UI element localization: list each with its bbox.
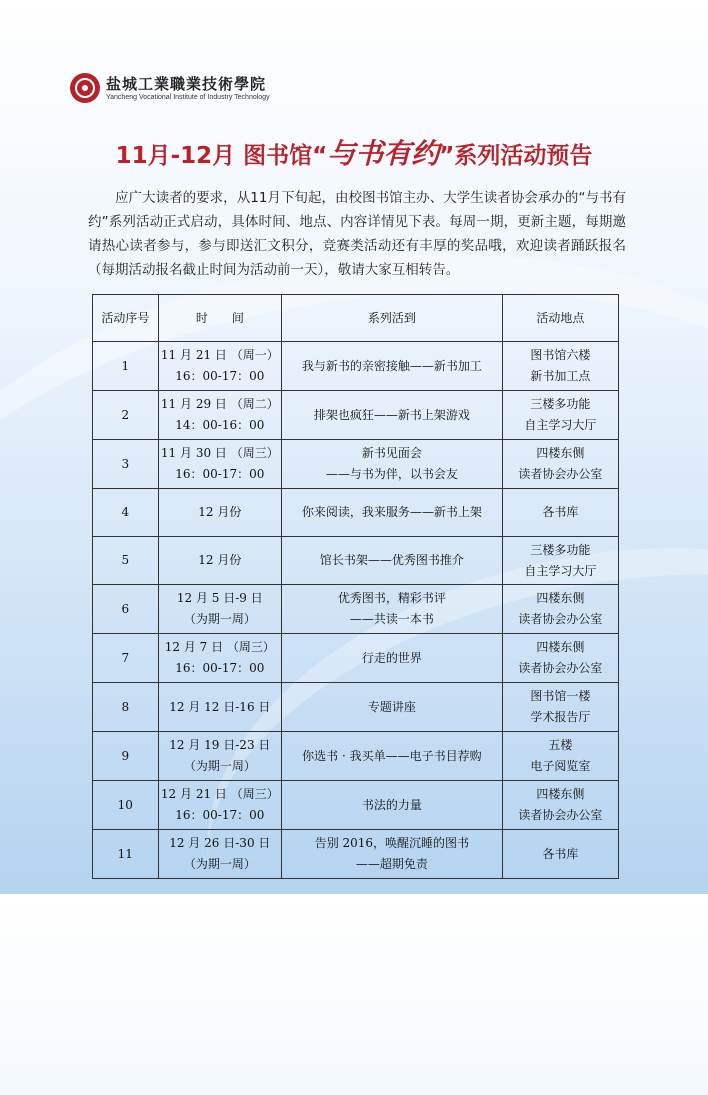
- cell-location-text: 五楼: [548, 738, 573, 752]
- cell-time: [158, 683, 281, 732]
- cell-location-text: 图书馆一楼: [530, 689, 591, 703]
- cell-activity: [282, 732, 503, 781]
- cell-location: [502, 440, 618, 489]
- cell-time-text: 16：00-17：00: [175, 467, 265, 481]
- cell-activity-text: 书法的力量: [361, 797, 422, 812]
- table-row: [93, 489, 619, 537]
- cell-location-text: 新书加工点: [530, 369, 591, 383]
- cell-time-text: 12 月 21 日 （周三）: [160, 787, 279, 801]
- cell-number-text: 3: [121, 456, 130, 471]
- cell-time-text: 12 月 5 日-9 日: [176, 591, 263, 605]
- title-suffix: ”系列活动预告: [439, 143, 593, 169]
- intro-paragraph: 应广大读者的要求，从11月下旬起，由校图书馆主办、大学生读者协会承办的“与书有约”系列活动正式启动，具体时间、地点、内容详情见下表。每周一期，更新主题，每期邀请热心读者参与，参与即送汇文积分，竞赛类活动还有丰厚的奖品哦，欢迎读者踊跃报名（每期活动报名截止时间为活动前一天），敬请大家互相转告。: [88, 190, 626, 278]
- cell-activity-text: 新书见面会: [361, 446, 422, 460]
- cell-time-text: 12 月份: [198, 505, 242, 519]
- table-row: [93, 683, 619, 732]
- activity-schedule-table: [92, 294, 619, 879]
- cell-location: [502, 489, 618, 537]
- cell-time-text: 16：00-17：00: [175, 369, 265, 383]
- cell-number-text: 5: [121, 553, 130, 567]
- cell-activity-text: ——超期免责: [355, 857, 428, 871]
- cell-location-text: 学术报告厅: [530, 710, 591, 724]
- title-highlight: 与书有约: [327, 137, 440, 170]
- cell-time: [158, 585, 281, 634]
- cell-time-text: 11 月 30 日 （周三）: [160, 446, 279, 460]
- school-logo-icon: [70, 73, 100, 103]
- cell-number: [93, 342, 159, 391]
- cell-time-text: 12 月 12 日-16 日: [169, 699, 271, 714]
- cell-time-text: 12 月 19 日-23 日: [169, 738, 271, 752]
- cell-location: [502, 781, 618, 830]
- cell-number-text: 4: [121, 505, 130, 519]
- cell-activity-text: 馆长书架——优秀图书推介: [319, 553, 464, 567]
- cell-time-text: （为期一周）: [183, 612, 256, 626]
- cell-time-text: 12 月 26 日-30 日: [169, 836, 271, 850]
- cell-time: [158, 342, 281, 391]
- cell-number-text: 10: [117, 797, 133, 812]
- cell-time: [158, 440, 281, 489]
- table-row: [93, 440, 619, 489]
- cell-number: [93, 537, 159, 585]
- cell-location-text: 自主学习大厅: [524, 418, 597, 432]
- header-activity: 系列活到: [282, 295, 503, 342]
- cell-activity: [282, 585, 503, 634]
- cell-activity-text: 专题讲座: [367, 699, 416, 714]
- cell-activity: [282, 440, 503, 489]
- cell-activity: [282, 634, 503, 683]
- cell-location-text: 读者协会办公室: [518, 661, 603, 675]
- page-title: [0, 132, 708, 172]
- table-row: [93, 830, 619, 879]
- cell-location-text: 各书库: [542, 846, 579, 861]
- cell-location-text: 三楼多功能: [530, 542, 591, 557]
- cell-time-text: 16：00-17：00: [175, 661, 265, 675]
- cell-location-text: 读者协会办公室: [518, 612, 603, 626]
- cell-location-text: 四楼东侧: [536, 787, 585, 801]
- cell-number-text: 8: [121, 699, 130, 714]
- cell-number: [93, 781, 159, 830]
- cell-number: [93, 683, 159, 732]
- cell-activity-text: 排架也疯狂——新书上架游戏: [313, 407, 470, 422]
- cell-activity-text: 告别 2016，唤醒沉睡的图书: [314, 836, 470, 850]
- cell-location: [502, 342, 618, 391]
- cell-number: [93, 830, 159, 879]
- cell-time: [158, 781, 281, 830]
- cell-number: [93, 634, 159, 683]
- cell-time: [158, 634, 281, 683]
- school-name-cn: 盐城工業職業技術學院: [106, 74, 267, 93]
- cell-time: [158, 732, 281, 781]
- table-header-row: [93, 295, 619, 342]
- cell-time-text: 11 月 29 日 （周二）: [160, 397, 279, 411]
- cell-activity: [282, 489, 503, 537]
- header-location: 活动地点: [502, 295, 618, 342]
- cell-number: [93, 391, 159, 440]
- school-header: [70, 70, 270, 106]
- cell-location: [502, 585, 618, 634]
- cell-location: [502, 683, 618, 732]
- cell-number-text: 7: [121, 650, 130, 665]
- cell-activity: [282, 781, 503, 830]
- cell-location-text: 图书馆六楼: [530, 348, 591, 362]
- cell-time-text: （为期一周）: [183, 759, 256, 773]
- table-row: [93, 634, 619, 683]
- cell-activity-text: ——共读一本书: [349, 612, 434, 626]
- cell-number-text: 9: [121, 748, 130, 763]
- cell-location-text: 四楼东侧: [536, 640, 585, 654]
- cell-time: [158, 391, 281, 440]
- table-row: [93, 537, 619, 585]
- cell-time-text: 12 月份: [198, 553, 242, 567]
- cell-time-text: 14：00-16：00: [175, 418, 265, 432]
- cell-location-text: 电子阅览室: [530, 759, 591, 773]
- cell-location-text: 自主学习大厅: [524, 563, 597, 578]
- cell-location: [502, 537, 618, 585]
- cell-activity-text: 我与新书的亲密接触——新书加工: [301, 358, 482, 373]
- cell-location: [502, 732, 618, 781]
- cell-activity-text: 你来阅读，我来服务——新书上架: [301, 505, 482, 519]
- cell-location: [502, 634, 618, 683]
- cell-activity-text: 优秀图书，精彩书评: [337, 591, 446, 605]
- header-time: 时 间: [158, 295, 281, 342]
- cell-number-text: 2: [121, 407, 130, 422]
- cell-location-text: 四楼东侧: [536, 446, 585, 460]
- cell-activity-text: 你选书 · 我买单——电子书目荐购: [302, 748, 482, 763]
- cell-activity: [282, 537, 503, 585]
- header-number: 活动序号: [93, 295, 159, 342]
- table-row: [93, 732, 619, 781]
- cell-time-text: 12 月 7 日 （周三）: [164, 640, 275, 654]
- cell-location-text: 四楼东侧: [536, 591, 585, 605]
- cell-number-text: 11: [117, 846, 133, 861]
- cell-number: [93, 440, 159, 489]
- cell-activity: [282, 683, 503, 732]
- school-name-en: Yancheng Vocational Institute of Industry Technology: [106, 93, 270, 101]
- cell-location: [502, 391, 618, 440]
- cell-time: [158, 830, 281, 879]
- cell-location-text: 读者协会办公室: [518, 808, 603, 822]
- cell-time-text: 11 月 21 日 （周一）: [160, 348, 279, 362]
- title-prefix: 11月-12月 图书馆“: [115, 143, 328, 169]
- cell-activity: [282, 391, 503, 440]
- table-row: [93, 391, 619, 440]
- table-row: [93, 585, 619, 634]
- cell-number: [93, 489, 159, 537]
- cell-location-text: 各书库: [542, 505, 579, 519]
- cell-activity: [282, 342, 503, 391]
- table-row: [93, 342, 619, 391]
- cell-activity-text: ——与书为伴，以书会友: [325, 467, 458, 481]
- cell-activity: [282, 830, 503, 879]
- cell-location: [502, 830, 618, 879]
- cell-number: [93, 732, 159, 781]
- cell-number: [93, 585, 159, 634]
- table-row: [93, 781, 619, 830]
- cell-location-text: 三楼多功能: [530, 397, 591, 411]
- cell-number-text: 6: [121, 601, 130, 616]
- cell-time-text: （为期一周）: [183, 857, 256, 871]
- cell-number-text: 1: [121, 358, 130, 373]
- school-name: [106, 75, 270, 102]
- cell-time: [158, 537, 281, 585]
- cell-time: [158, 489, 281, 537]
- cell-location-text: 读者协会办公室: [518, 467, 603, 481]
- cell-time-text: 16：00-17：00: [175, 808, 265, 822]
- cell-activity-text: 行走的世界: [361, 650, 422, 665]
